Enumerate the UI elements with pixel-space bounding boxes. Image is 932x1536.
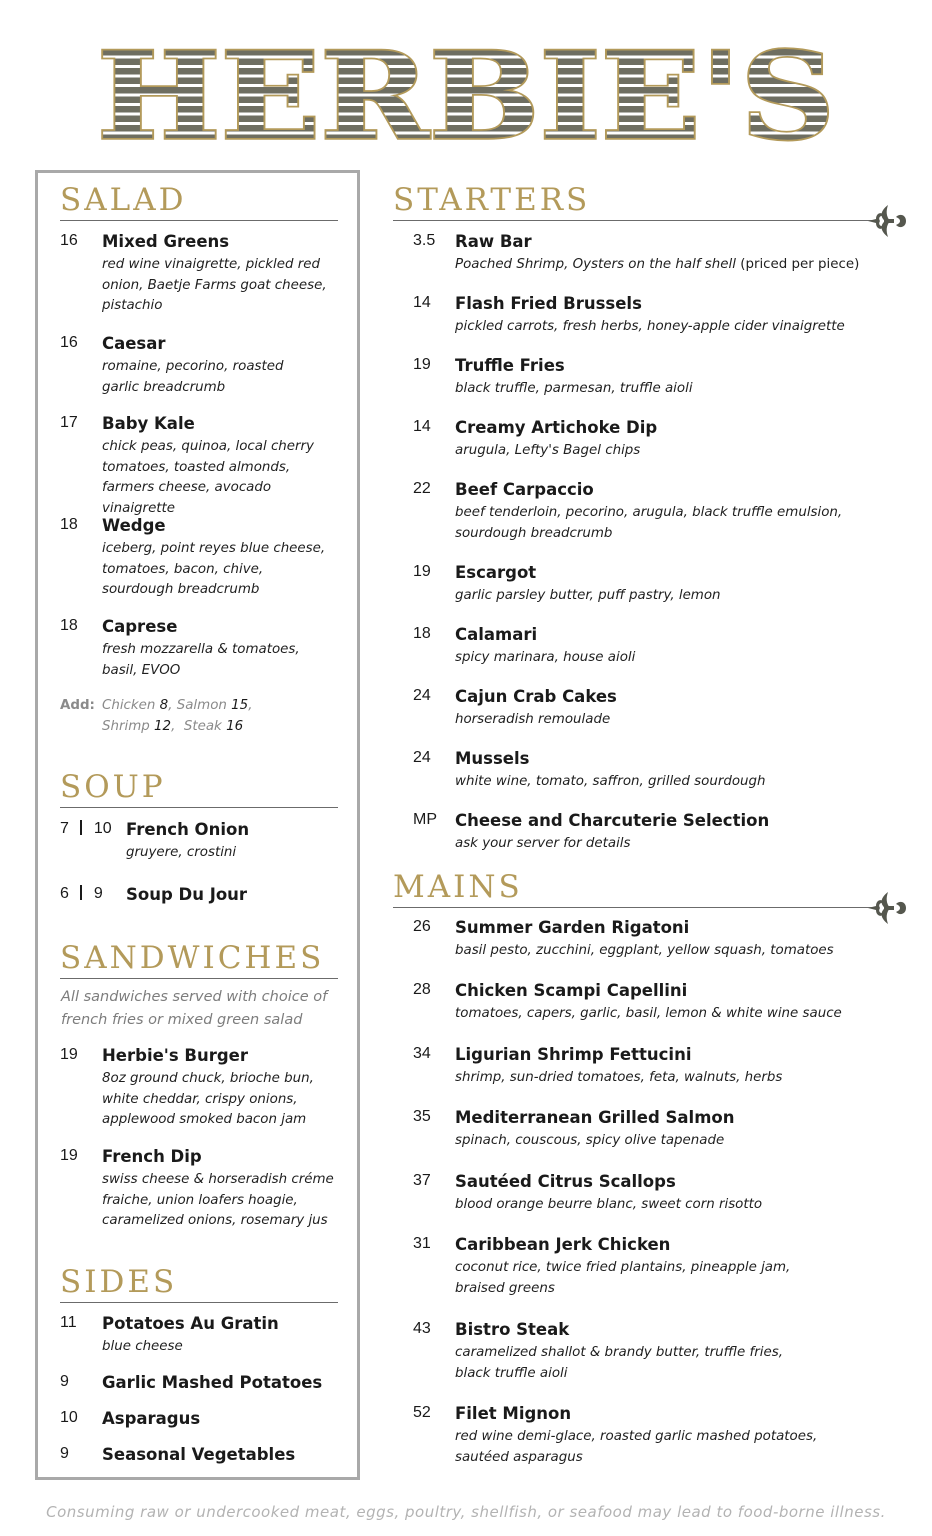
sides-rule bbox=[60, 1302, 338, 1303]
salad-title: SALAD bbox=[60, 182, 187, 218]
item-name: Baby Kale bbox=[102, 414, 195, 433]
item-desc: blood orange beurre blanc, sweet corn risotto bbox=[455, 1197, 763, 1212]
item-price: 19 bbox=[413, 563, 431, 580]
item-price: 24 bbox=[413, 687, 431, 704]
item-price: 18 bbox=[60, 516, 78, 533]
item-price: 9 bbox=[60, 1445, 69, 1462]
item-price: MP bbox=[413, 811, 437, 828]
sides-title: SIDES bbox=[60, 1264, 178, 1300]
mains-rule bbox=[393, 907, 873, 908]
item-price: 52 bbox=[413, 1404, 431, 1421]
item-desc: iceberg, point reyes blue cheese, tomatoes, bacon, chive, sourdough breadcrumb bbox=[102, 541, 326, 597]
item-price: 35 bbox=[413, 1108, 431, 1125]
item-desc: pickled carrots, fresh herbs, honey-apple cider vinaigrette bbox=[455, 319, 845, 334]
item-desc: arugula, Lefty's Bagel chips bbox=[455, 443, 641, 458]
soup-title: SOUP bbox=[60, 769, 166, 805]
item-name: Asparagus bbox=[102, 1409, 201, 1428]
item-name: Soup Du Jour bbox=[126, 885, 248, 904]
price-cup: 7 bbox=[60, 820, 69, 837]
item-desc-main: Poached Shrimp, Oysters on the half shell bbox=[455, 257, 736, 272]
item-name: Summer Garden Rigatoni bbox=[455, 918, 690, 937]
item-desc: horseradish remoulade bbox=[455, 712, 611, 727]
item-price: 14 bbox=[413, 294, 431, 311]
item-name: Wedge bbox=[102, 516, 166, 535]
addons-label: Add: bbox=[60, 698, 95, 713]
soup-rule bbox=[60, 807, 338, 808]
item-price: 19 bbox=[60, 1046, 78, 1063]
item-desc: red wine vinaigrette, pickled red onion, Baetje Farms goat cheese, pistachio bbox=[102, 257, 327, 313]
item-name: Filet Mignon bbox=[455, 1404, 572, 1423]
item-desc: black truffle, parmesan, truffle aioli bbox=[455, 381, 693, 396]
item-price: 10 bbox=[60, 1409, 78, 1426]
item-name: French Onion bbox=[126, 820, 250, 839]
item-desc: white wine, tomato, saffron, grilled sourdough bbox=[455, 774, 766, 789]
item-name: Sautéed Citrus Scallops bbox=[455, 1172, 676, 1191]
item-price bbox=[60, 885, 103, 903]
item-price: 11 bbox=[60, 1314, 77, 1331]
item-desc: tomatoes, capers, garlic, basil, lemon & white wine sauce bbox=[455, 1006, 842, 1021]
item-price: 19 bbox=[413, 356, 431, 373]
price-divider bbox=[80, 820, 82, 835]
item-desc: romaine, pecorino, roasted garlic breadcrumb bbox=[102, 359, 284, 395]
item-price: 9 bbox=[60, 1373, 69, 1390]
item-desc: shrimp, sun-dried tomatoes, feta, walnuts, herbs bbox=[455, 1070, 783, 1085]
item-name: Raw Bar bbox=[455, 232, 532, 251]
addon-steak-price: 16 bbox=[226, 719, 244, 734]
item-price: 34 bbox=[413, 1045, 431, 1062]
item-desc: blue cheese bbox=[102, 1339, 183, 1354]
salad-rule bbox=[60, 220, 338, 221]
item-name: Potatoes Au Gratin bbox=[102, 1314, 279, 1333]
addon-chicken: Chicken bbox=[102, 698, 156, 713]
item-desc: spinach, couscous, spicy olive tapenade bbox=[455, 1133, 725, 1148]
item-price: 17 bbox=[60, 414, 78, 431]
item-desc: red wine demi-glace, roasted garlic mashed potatoes, sautéed asparagus bbox=[455, 1429, 818, 1465]
price-cup: 6 bbox=[60, 885, 69, 902]
item-price: 43 bbox=[413, 1320, 431, 1337]
addon-steak: Steak bbox=[183, 719, 222, 734]
item-name: Mediterranean Grilled Salmon bbox=[455, 1108, 735, 1127]
item-name: Cajun Crab Cakes bbox=[455, 687, 617, 706]
price-bowl: 10 bbox=[93, 820, 112, 837]
item-price: 14 bbox=[413, 418, 431, 435]
item-price: 18 bbox=[60, 617, 78, 634]
item-desc: basil pesto, zucchini, eggplant, yellow squash, tomatoes bbox=[455, 943, 834, 958]
price-divider bbox=[80, 885, 82, 900]
sandwiches-note: All sandwiches served with choice of french fries or mixed green salad bbox=[61, 989, 328, 1028]
item-price: 19 bbox=[60, 1147, 78, 1164]
item-desc: ask your server for details bbox=[455, 836, 631, 851]
addon-shrimp: Shrimp bbox=[102, 719, 150, 734]
item-name: Garlic Mashed Potatoes bbox=[102, 1373, 323, 1392]
item-name: Chicken Scampi Capellini bbox=[455, 981, 688, 1000]
item-price: 24 bbox=[413, 749, 431, 766]
item-name: Creamy Artichoke Dip bbox=[455, 418, 658, 437]
addon-chicken-price: 8 bbox=[159, 698, 169, 713]
item-price: 18 bbox=[413, 625, 431, 642]
item-name: French Dip bbox=[102, 1147, 202, 1166]
item-price: 16 bbox=[60, 232, 78, 249]
item-price bbox=[60, 820, 112, 838]
addon-salmon-price: 15 bbox=[231, 698, 249, 713]
item-price: 16 bbox=[60, 334, 78, 351]
item-desc: beef tenderloin, pecorino, arugula, black truffle emulsion, sourdough breadcrumb bbox=[455, 505, 843, 541]
item-desc: fresh mozzarella & tomatoes, basil, EVOO bbox=[102, 642, 300, 678]
herbies-logo bbox=[0, 30, 932, 155]
item-desc: coconut rice, twice fried plantains, pineapple jam, braised greens bbox=[455, 1260, 791, 1296]
starters-title: STARTERS bbox=[393, 182, 591, 218]
item-name: Herbie's Burger bbox=[102, 1046, 249, 1065]
item-desc: 8oz ground chuck, brioche bun, white cheddar, crispy onions, applewood smoked bacon jam bbox=[102, 1071, 314, 1127]
item-desc: garlic parsley butter, puff pastry, lemon bbox=[455, 588, 721, 603]
item-desc bbox=[455, 255, 885, 276]
price-bowl: 9 bbox=[93, 885, 103, 902]
item-name: Mussels bbox=[455, 749, 530, 768]
food-safety-disclaimer: Consuming raw or undercooked meat, eggs, poultry, shellfish, or seafood may lead to food-borne illness. bbox=[46, 1503, 886, 1521]
item-name: Seasonal Vegetables bbox=[102, 1445, 296, 1464]
item-name: Caesar bbox=[102, 334, 166, 353]
svg-text:HERBIE'S: HERBIE'S bbox=[97, 30, 835, 155]
item-name: Cheese and Charcuterie Selection bbox=[455, 811, 770, 830]
salad-addons: Add: Chicken 8, Salmon 15, Shrimp 12, Steak 16 bbox=[60, 698, 253, 734]
item-name: Bistro Steak bbox=[455, 1320, 570, 1339]
item-price: 37 bbox=[413, 1172, 431, 1189]
item-name: Beef Carpaccio bbox=[455, 480, 594, 499]
starters-rule bbox=[393, 220, 873, 221]
addon-shrimp-price: 12 bbox=[154, 719, 172, 734]
item-desc: chick peas, quinoa, local cherry tomatoes, toasted almonds, farmers cheese, avocado vinaigrette bbox=[102, 439, 314, 516]
item-name: Ligurian Shrimp Fettucini bbox=[455, 1045, 692, 1064]
item-name: Escargot bbox=[455, 563, 537, 582]
mains-title: MAINS bbox=[393, 869, 523, 905]
item-name: Mixed Greens bbox=[102, 232, 230, 251]
item-desc: caramelized shallot & brandy butter, truffle fries, black truffle aioli bbox=[455, 1345, 783, 1381]
item-name: Calamari bbox=[455, 625, 538, 644]
item-name: Caprese bbox=[102, 617, 178, 636]
item-price: 28 bbox=[413, 981, 431, 998]
addon-salmon: Salmon bbox=[176, 698, 227, 713]
item-desc-extra: (priced per piece) bbox=[740, 257, 860, 272]
item-desc: spicy marinara, house aioli bbox=[455, 650, 636, 665]
sandwiches-rule bbox=[60, 978, 338, 979]
item-price: 26 bbox=[413, 918, 431, 935]
item-desc: gruyere, crostini bbox=[126, 845, 237, 860]
item-price: 3.5 bbox=[413, 232, 436, 249]
item-name: Caribbean Jerk Chicken bbox=[455, 1235, 671, 1254]
fleur-de-lis-icon bbox=[866, 203, 908, 239]
item-name: Flash Fried Brussels bbox=[455, 294, 642, 313]
item-desc: swiss cheese & horseradish créme fraiche, union loafers hoagie, caramelized onions, rosemary jus bbox=[102, 1172, 334, 1228]
item-name: Truffle Fries bbox=[455, 356, 565, 375]
fleur-de-lis-icon bbox=[866, 890, 908, 926]
item-price: 31 bbox=[413, 1235, 431, 1252]
sandwiches-title: SANDWICHES bbox=[60, 940, 325, 976]
item-price: 22 bbox=[413, 480, 431, 497]
